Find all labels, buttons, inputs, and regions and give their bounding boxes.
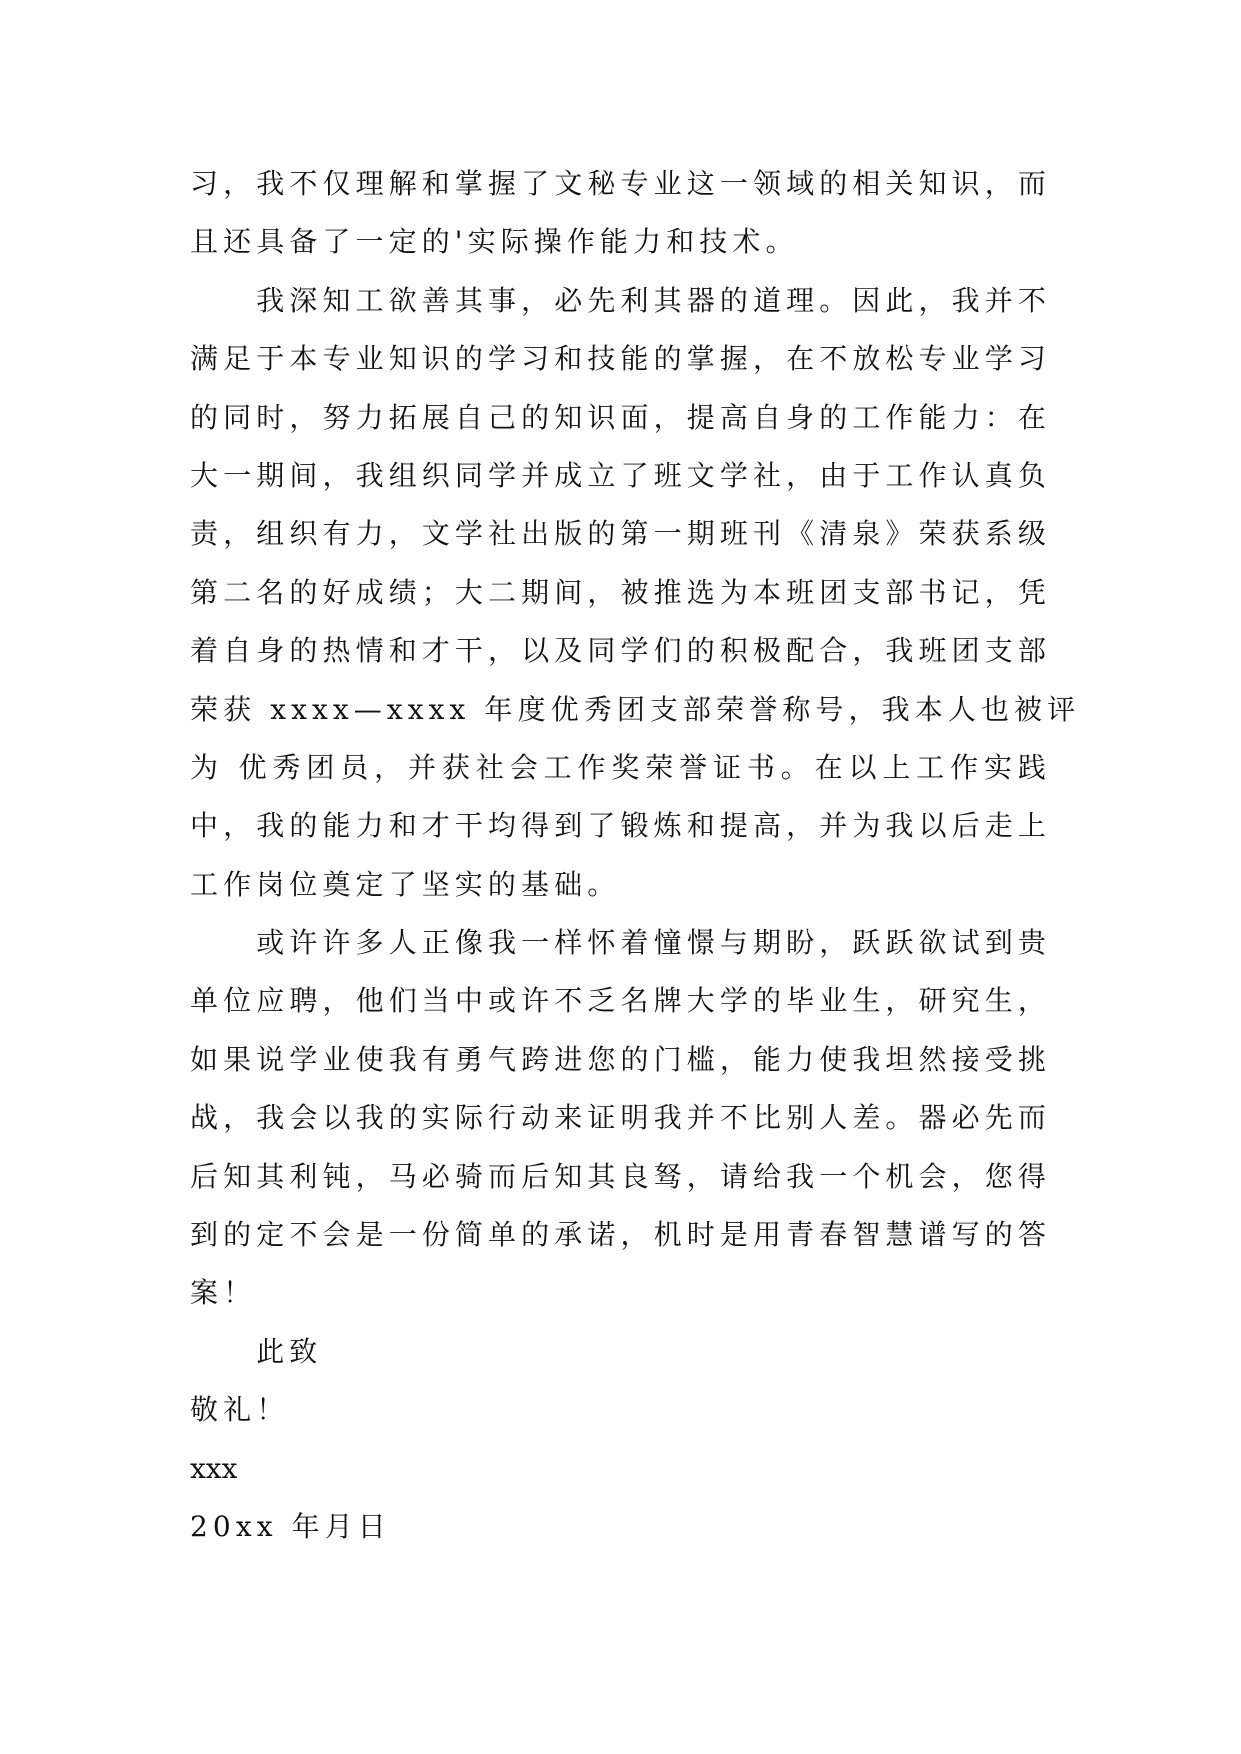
text-line: 大一期间，我组织同学并成立了班文学社，由于工作认真负 xyxy=(190,458,1051,492)
text-line: 的同时，努力拓展自己的知识面，提高自身的工作能力：在 xyxy=(190,400,1051,434)
text-line: 战，我会以我的实际行动来证明我并不比别人差。器必先而 xyxy=(190,1101,1051,1135)
text-line: 第二名的好成绩；大二期间，被推选为本班团支部书记，凭 xyxy=(190,575,1051,609)
text-line: 案！ xyxy=(190,1276,257,1310)
text-line: 单位应聘，他们当中或许不乏名牌大学的毕业生，研究生， xyxy=(190,984,1051,1018)
text-line: 满足于本专业知识的学习和技能的掌握，在不放松专业学习 xyxy=(190,342,1051,376)
paragraph-3 xyxy=(190,914,1051,1323)
text-line: 中，我的能力和才干均得到了锻炼和提高，并为我以后走上 xyxy=(190,809,1051,843)
text-line: 我深知工欲善其事，必先利其器的道理。因此，我并不 xyxy=(256,283,1051,317)
text-line: 后知其利钝，马必骑而后知其良驽，请给我一个机会，您得 xyxy=(190,1159,1051,1193)
date-line: 20xx 年月日 xyxy=(190,1509,391,1543)
paragraph-1 xyxy=(190,155,1051,272)
closing-line: 此致 xyxy=(256,1334,323,1368)
text-line: 为 优秀团员，并获社会工作奖荣誉证书。在以上工作实践 xyxy=(190,750,1051,784)
text-line: 或许许多人正像我一样怀着憧憬与期盼，跃跃欲试到贵 xyxy=(256,926,1051,960)
signature-line: xxx xyxy=(190,1451,238,1485)
text-line: 责，组织有力，文学社出版的第一期班刊《清泉》荣获系级 xyxy=(190,517,1051,551)
text-line: 习，我不仅理解和掌握了文秘专业这一领域的相关知识，而 xyxy=(190,167,1051,200)
text-line: 荣获 xxxx—xxxx 年度优秀团支部荣誉称号，我本人也被评 xyxy=(190,692,1081,726)
salutation-line: 敬礼！ xyxy=(190,1393,290,1427)
letter-body xyxy=(190,155,1081,1556)
text-line: 工作岗位奠定了坚实的基础。 xyxy=(190,867,621,901)
paragraph-2 xyxy=(190,272,1081,914)
text-line: 到的定不会是一份简单的承诺，机时是用青春智慧谱写的答 xyxy=(190,1218,1051,1252)
text-line: 如果说学业使我有勇气跨进您的门槛，能力使我坦然接受挑 xyxy=(190,1042,1051,1076)
text-line: 且还具备了一定的'实际操作能力和技术。 xyxy=(190,225,799,259)
text-line: 着自身的热情和才干，以及同学们的积极配合，我班团支部 xyxy=(190,634,1051,668)
